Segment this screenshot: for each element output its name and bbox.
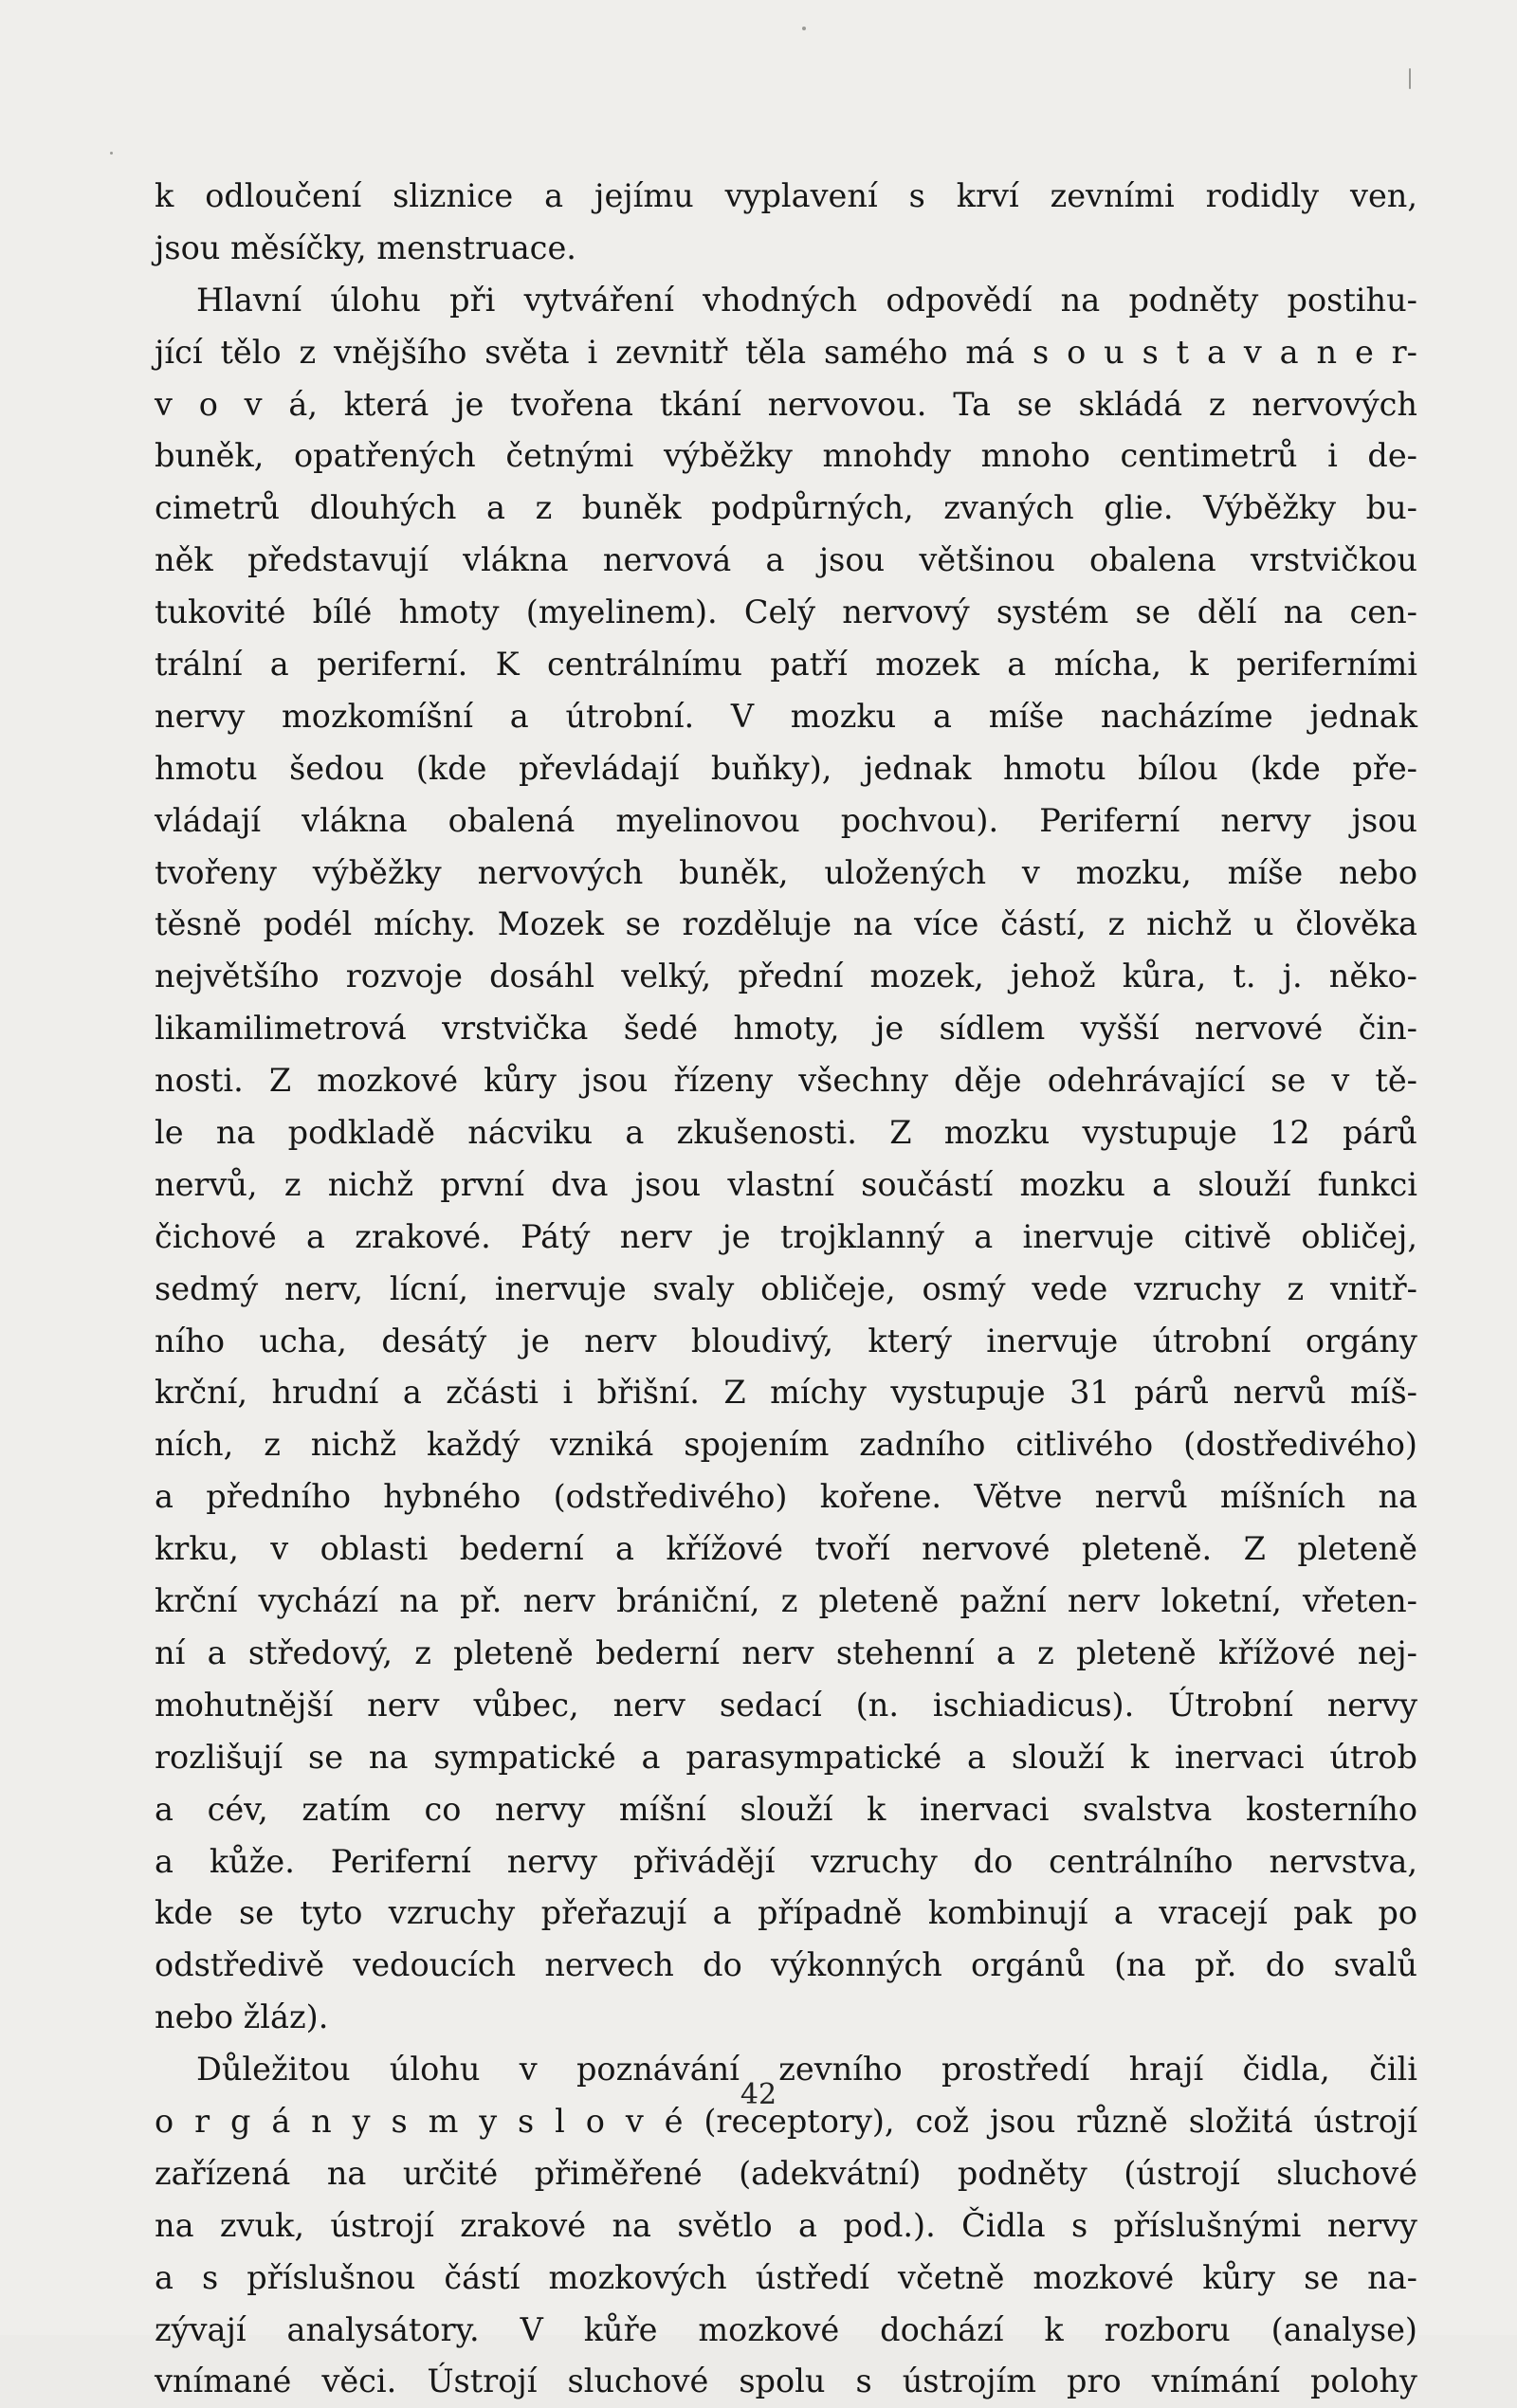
text-line: trální a periferní. K centrálnímu patří mozek a mícha, k periferními: [155, 646, 1417, 684]
text-line: tvořeny výběžky nervových buněk, uložených v mozku, míše nebo: [155, 853, 1417, 891]
text-line: likamilimetrová vrstvička šedé hmoty, je sídlem vyšší nervové čin-: [155, 1010, 1417, 1048]
text-line: cimetrů dlouhých a z buněk podpůrných, zvaných glie. Výběžky bu-: [155, 489, 1417, 527]
text-line: ního ucha, desátý je nerv bloudivý, který inervuje útrobní orgány: [155, 1322, 1417, 1359]
text-line: o r g á n y s m y s l o v é (receptory), což jsou různě složitá ústrojí: [155, 2102, 1417, 2140]
text-line: nebo žláz).: [155, 1998, 329, 2036]
text-line: největšího rozvoje dosáhl velký, přední mozek, jehož kůra, t. j. něko-: [155, 958, 1417, 995]
text-line: zařízená na určité přiměřené (adekvátní) podněty (ústrojí sluchové: [155, 2154, 1417, 2192]
text-line: tukovité bílé hmoty (myelinem). Celý nervový systém se dělí na cen-: [155, 593, 1417, 631]
page-number: 42: [740, 2078, 777, 2111]
paper-speck: [110, 152, 113, 155]
text-line: a kůže. Periferní nervy přivádějí vzruchy do centrálního nervstva,: [155, 1842, 1417, 1880]
text-line: čichové a zrakové. Pátý nerv je trojklanný a inervuje citivě obličej,: [155, 1217, 1417, 1255]
text-line: mohutnější nerv vůbec, nerv sedací (n. ischiadicus). Útrobní nervy: [155, 1686, 1417, 1724]
text-line: krku, v oblasti bederní a křížové tvoří nervové pleteně. Z pleteně: [155, 1530, 1417, 1568]
text-line: Důležitou úlohu v poznávání zevního prostředí hrají čidla, čili: [196, 2051, 1417, 2089]
text-line: odstředivě vedoucích nervech do výkonných orgánů (na př. do svalů: [155, 1946, 1417, 1984]
text-line: na zvuk, ústrojí zrakové na světlo a pod.). Čidla s příslušnými nervy: [155, 2206, 1417, 2244]
text-line: ních, z nichž každý vzniká spojením zadního citlivého (dostředivého): [155, 1426, 1417, 1464]
text-line: a předního hybného (odstředivého) kořene. Větve nervů míšních na: [155, 1478, 1417, 1516]
text-line: nervy mozkomíšní a útrobní. V mozku a míše nacházíme jednak: [155, 697, 1417, 735]
paper-speck: [802, 27, 806, 30]
body-text: [155, 171, 1417, 2408]
text-line: zývají analysátory. V kůře mozkové dochází k rozboru (analyse): [155, 2310, 1417, 2348]
text-line: jící tělo z vnějšího světa i zevnitř těla samého má s o u s t a v a n e r-: [155, 333, 1417, 371]
paper-speck: [1409, 68, 1411, 89]
text-line: něk představují vlákna nervová a jsou většinou obalena vrstvičkou: [155, 541, 1417, 579]
text-line: rozlišují se na sympatické a parasympatické a slouží k inervaci útrob: [155, 1738, 1417, 1776]
text-line: kde se tyto vzruchy přeřazují a případně kombinují a vracejí pak po: [155, 1894, 1417, 1932]
text-line: a s příslušnou částí mozkových ústředí včetně mozkové kůry se na-: [155, 2258, 1417, 2296]
text-line: k odloučení sliznice a jejímu vyplavení s krví zevními rodidly ven,: [155, 177, 1417, 214]
text-line: buněk, opatřených četnými výběžky mnohdy mnoho centimetrů i de-: [155, 437, 1417, 475]
text-line: hmotu šedou (kde převládají buňky), jednak hmotu bílou (kde pře-: [155, 749, 1417, 787]
text-line: krční, hrudní a zčásti i břišní. Z míchy vystupuje 31 párů nervů míš-: [155, 1374, 1417, 1412]
text-line: krční vychází na př. nerv brániční, z pleteně pažní nerv loketní, vřeten-: [155, 1582, 1417, 1620]
text-line: Hlavní úlohu při vytváření vhodných odpovědí na podněty postihu-: [196, 281, 1417, 319]
text-line: sedmý nerv, lícní, inervuje svaly obličeje, osmý vede vzruchy z vnitř-: [155, 1269, 1417, 1307]
text-line: nosti. Z mozkové kůry jsou řízeny všechny děje odehrávající se v tě-: [155, 1062, 1417, 1100]
text-line: nervů, z nichž první dva jsou vlastní součástí mozku a slouží funkci: [155, 1165, 1417, 1203]
text-line: v o v á, která je tvořena tkání nervovou. Ta se skládá z nervových: [155, 385, 1417, 423]
text-line: vládají vlákna obalená myelinovou pochvou). Periferní nervy jsou: [155, 801, 1417, 839]
text-line: ní a středový, z pleteně bederní nerv stehenní a z pleteně křížové nej-: [155, 1633, 1417, 1671]
text-line: těsně podél míchy. Mozek se rozděluje na více částí, z nichž u člověka: [155, 905, 1417, 943]
text-line: jsou měsíčky, menstruace.: [155, 228, 576, 266]
text-line: le na podkladě nácviku a zkušenosti. Z mozku vystupuje 12 párů: [155, 1114, 1417, 1152]
text-line: a cév, zatím co nervy míšní slouží k inervaci svalstva kosterního: [155, 1790, 1417, 1828]
text-line: vnímané věci. Ústrojí sluchové spolu s ústrojím pro vnímání polohy: [155, 2362, 1417, 2400]
